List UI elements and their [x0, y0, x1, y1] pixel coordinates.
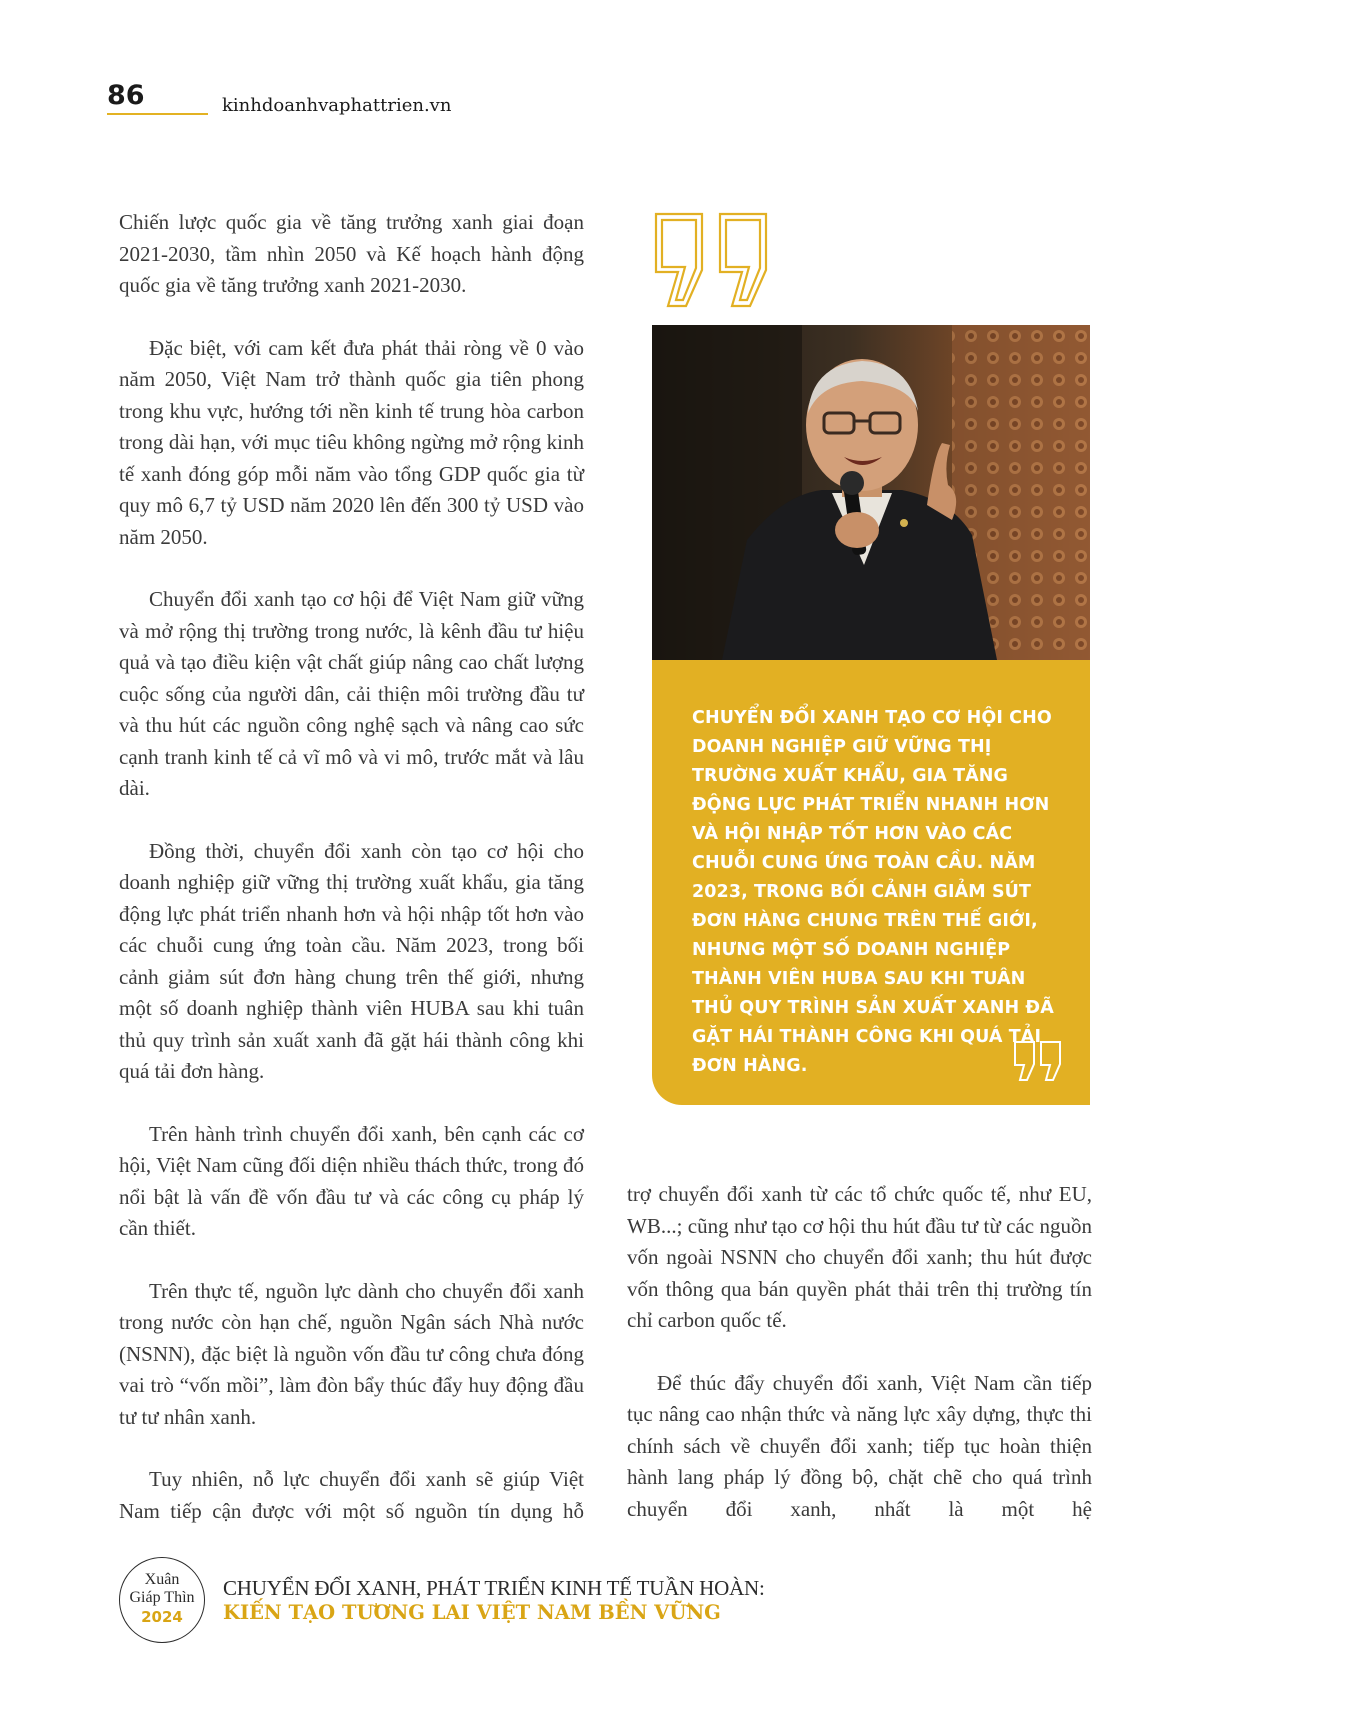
paragraph: Đặc biệt, với cam kết đưa phát thải ròng về 0 vào năm 2050, Việt Nam trở thành quốc gia tiên phong trong khu vực, hướng tới nền kinh tế trung hòa carbon trong dài hạn, với mục tiêu không ngừng mở rộng kinh tế xanh đóng góp mỗi năm vào tổng GDP quốc gia từ quy mô 6,7 tỷ USD năm 2020 lên đến 300 tỷ USD vào năm 2050.	[119, 335, 584, 549]
badge-line2: Giáp Thìn	[129, 1589, 195, 1606]
footer-title-line1: CHUYỂN ĐỔI XANH, PHÁT TRIỂN KINH TẾ TUẦN HOÀN:	[223, 1576, 765, 1600]
left-column	[119, 207, 584, 1527]
badge-year: 2024	[141, 1608, 183, 1626]
paragraph: Đồng thời, chuyển đổi xanh còn tạo cơ hội cho doanh nghiệp giữ vững thị trường xuất khẩu, gia tăng động lực phát triển nhanh hơn và hội nhập tốt hơn vào các chuỗi cung ứng toàn cầu. Năm 2023, trong bối cảnh giảm sút đơn hàng chung trên thế giới, nhưng một số doanh nghiệp thành viên HUBA sau khi tuân thủ quy trình sản xuất xanh đã gặt hái thành công khi quá tải đơn hàng.	[119, 838, 584, 1083]
paragraph: Để thúc đẩy chuyển đổi xanh, Việt Nam cần tiếp tục nâng cao nhận thức và năng lực xây dựng, thực thi chính sách về chuyển đổi xanh; tiếp tục hoàn thiện hành lang pháp lý đồng bộ, chặt chẽ cho quá trình chuyển đổi xanh, nhất là một hệ	[627, 1370, 1092, 1521]
paragraph: Trên hành trình chuyển đổi xanh, bên cạnh các cơ hội, Việt Nam cũng đối diện nhiều thách thức, trong đó nổi bật là vấn đề vốn đầu tư và các công cụ pháp lý cần thiết.	[119, 1121, 584, 1240]
speaker-photo	[652, 325, 1090, 660]
site-url: kinhdoanhvaphattrien.vn	[222, 95, 452, 116]
badge-line1: Xuân	[144, 1571, 180, 1588]
paragraph: Chiến lược quốc gia về tăng trưởng xanh giai đoạn 2021-2030, tầm nhìn 2050 và Kế hoạch hành động quốc gia về tăng trưởng xanh 2021-2030.	[119, 210, 584, 297]
page-number: 86	[107, 80, 145, 111]
footer-title-line2: KIẾN TẠO TƯƠNG LAI VIỆT NAM BỀN VỮNG	[223, 1601, 721, 1624]
right-column	[627, 1179, 1092, 1525]
issue-badge	[119, 1557, 205, 1643]
pull-quote-box	[652, 660, 1090, 1105]
paragraph: trợ chuyển đổi xanh từ các tổ chức quốc tế, như EU, WB...; cũng như tạo cơ hội thu hút đầu tư từ các nguồn vốn ngoài NSNN cho chuyển đổi xanh; thu hút được vốn thông qua bán quyền phát thải trên thị trường tín chỉ carbon quốc tế.	[627, 1182, 1092, 1332]
paragraph: Chuyển đổi xanh tạo cơ hội để Việt Nam giữ vững và mở rộng thị trường trong nước, là kênh đầu tư hiệu quả và tạo điều kiện vật chất giúp nâng cao chất lượng cuộc sống của người dân, cải thiện môi trường đầu tư và thu hút các nguồn công nghệ sạch và nâng cao sức cạnh tranh kinh tế cả vĩ mô và vi mô, trước mắt và lâu dài.	[119, 587, 584, 800]
quote-open-icon	[650, 210, 776, 313]
paragraph: Tuy nhiên, nỗ lực chuyển đổi xanh sẽ giúp Việt Nam tiếp cận được với một số nguồn tín dụng hỗ	[119, 1467, 584, 1523]
quote-close-icon	[1012, 1040, 1064, 1082]
pull-quote-text: CHUYỂN ĐỔI XANH TẠO CƠ HỘI CHO DOANH NGHIỆP GIỮ VỮNG THỊ TRƯỜNG XUẤT KHẨU, GIA TĂNG ĐỘNG LỰC PHÁT TRIỂN NHANH HƠN VÀ HỘI NHẬP TỐT HƠN VÀO CÁC CHUỖI CUNG ỨNG TOÀN CẦU. NĂM 2023, TRONG BỐI CẢNH GIẢM SÚT ĐƠN HÀNG CHUNG TRÊN THẾ GIỚI, NHƯNG MỘT SỐ DOANH NGHIỆP THÀNH VIÊN HUBA SAU KHI TUÂN THỦ QUY TRÌNH SẢN XUẤT XANH ĐÃ GẶT HÁI THÀNH CÔNG KHI QUÁ TẢI ĐƠN HÀNG.	[692, 708, 1054, 1076]
page-number-underline	[107, 113, 208, 115]
paragraph: Trên thực tế, nguồn lực dành cho chuyển đổi xanh trong nước còn hạn chế, nguồn Ngân sách Nhà nước (NSNN), đặc biệt là nguồn vốn đầu tư công chưa đóng vai trò “vốn mồi”, làm đòn bẩy thúc đẩy huy động đầu tư tư nhân xanh.	[119, 1278, 584, 1429]
